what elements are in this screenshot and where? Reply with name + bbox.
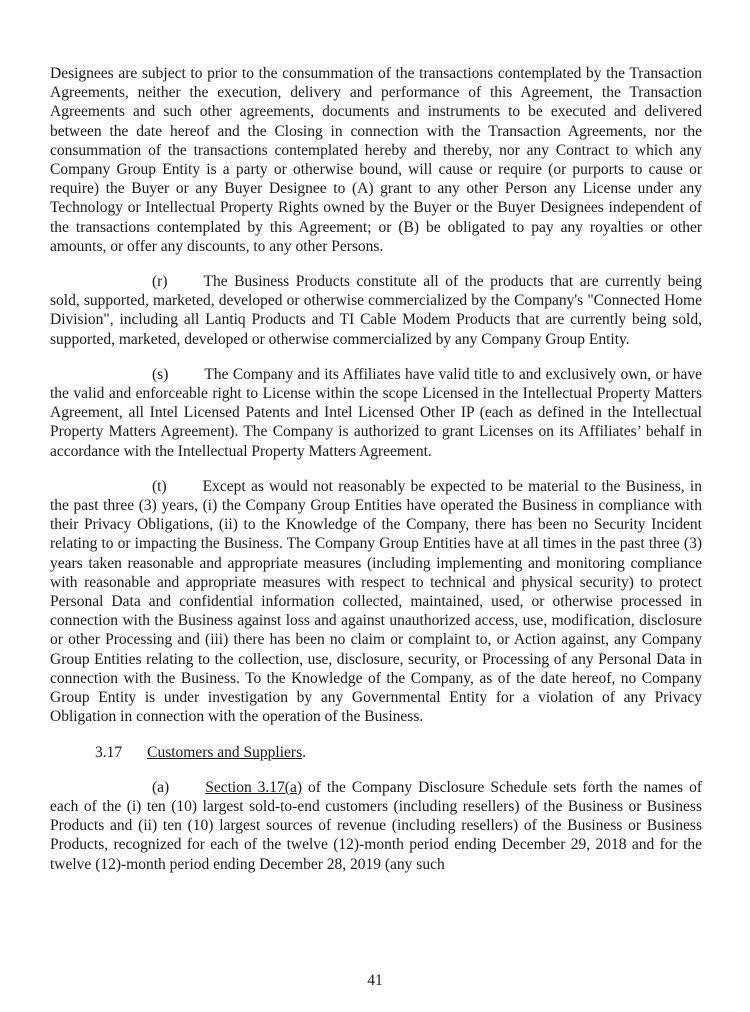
page-number: 41 [367,971,383,989]
section-reference: Section 3.17(a) [205,778,303,796]
paragraph-t [50,477,702,727]
paragraph-a-text: of the Company Disclosure Schedule sets forth the names of each of the (i) ten (10) largest sold-to-end customers (including resellers) of the Business or Business Products and (ii) ten (10) largest sources of revenue (including resellers) of the Business or Business Products, recognized for each of the twelve (12)-month period ending December 29, 2018 and for the twelve (12)-month period ending December 28, 2019 (any such [50,778,702,873]
paragraph-s-label: (s) [152,365,169,383]
paragraph-r-label: (r) [152,273,168,291]
paragraph-t-text: Except as would not reasonably be expected to be material to the Business, in the past three (3) years, (i) the Company Group Entities have operated the Business in compliance with their Privacy Obligations, (ii) to the Knowledge of the Company, there has been no Security Incident relating to or impacting the Business. The Company Group Entities have at all times in the past three (3) years taken reasonable and appropriate measures (including implementing and monitoring compliance with reasonable and appropriate measures with respect to technical and physical security) to protect Personal Data and confidential information collected, maintained, used, or otherwise processed in connection with the Business against loss and against unauthorized access, use, modification, disclosure or other Processing and (iii) there has been no claim or complaint to, or Action against, any Company Group Entities relating to the collection, use, disclosure, security, or Processing of any Personal Data in connection with the Business. To the Knowledge of the Company, as of the date hereof, no Company Group Entity is under investigation by any Governmental Entity for a violation of any Privacy Obligation in connection with the operation of the Business. [50,477,702,726]
section-heading-3-17 [50,743,702,762]
section-number: 3.17 [95,743,123,761]
section-title-period: . [302,743,306,761]
paragraph-continuation: Designees are subject to prior to the consummation of the transactions contemplated by the Transaction Agreements, neither the execution, delivery and performance of this Agreement, the Transaction Agreements and such other agreements, documents and instruments to be executed and delivered between the date hereof and the Closing in connection with the Transaction Agreements, nor the consummation of the transactions contemplated hereby and thereby, nor any Contract to which any Company Group Entity is a party or otherwise bound, will cause or require (or purports to cause or require) the Buyer or any Buyer Designee to (A) grant to any other Person any License under any Technology or Intellectual Property Rights owned by the Buyer or the Buyer Designees independent of the transactions contemplated by this Agreement; or (B) be obligated to pay any royalties or other amounts, or offer any discounts, to any other Persons. [50,65,702,255]
paragraph-s-text: The Company and its Affiliates have valid title to and exclusively own, or have the valid and enforceable right to License within the scope Licensed in the Intellectual Property Matters Agreement, all Intel Licensed Patents and Intel Licensed Other IP (each as defined in the Intellectual Property Matters Agreement). The Company is authorized to grant Licenses on its Affiliates’ behalf in accordance with the Intellectual Property Matters Agreement. [50,365,702,460]
section-title: Customers and Suppliers [147,743,303,761]
paragraph-a [50,778,702,874]
paragraph-t-label: (t) [152,477,167,495]
paragraph-s [50,365,702,461]
paragraph-r-text: The Business Products constitute all of the products that are currently being sold, supported, marketed, developed or otherwise commercialized by the Company's "Connected Home Division", including all Lantiq Products and TI Cable Modem Products that are currently being sold, supported, marketed, developed or otherwise commercialized by any Company Group Entity. [50,273,702,348]
paragraph-r [50,272,702,349]
paragraph-a-label: (a) [152,778,170,796]
